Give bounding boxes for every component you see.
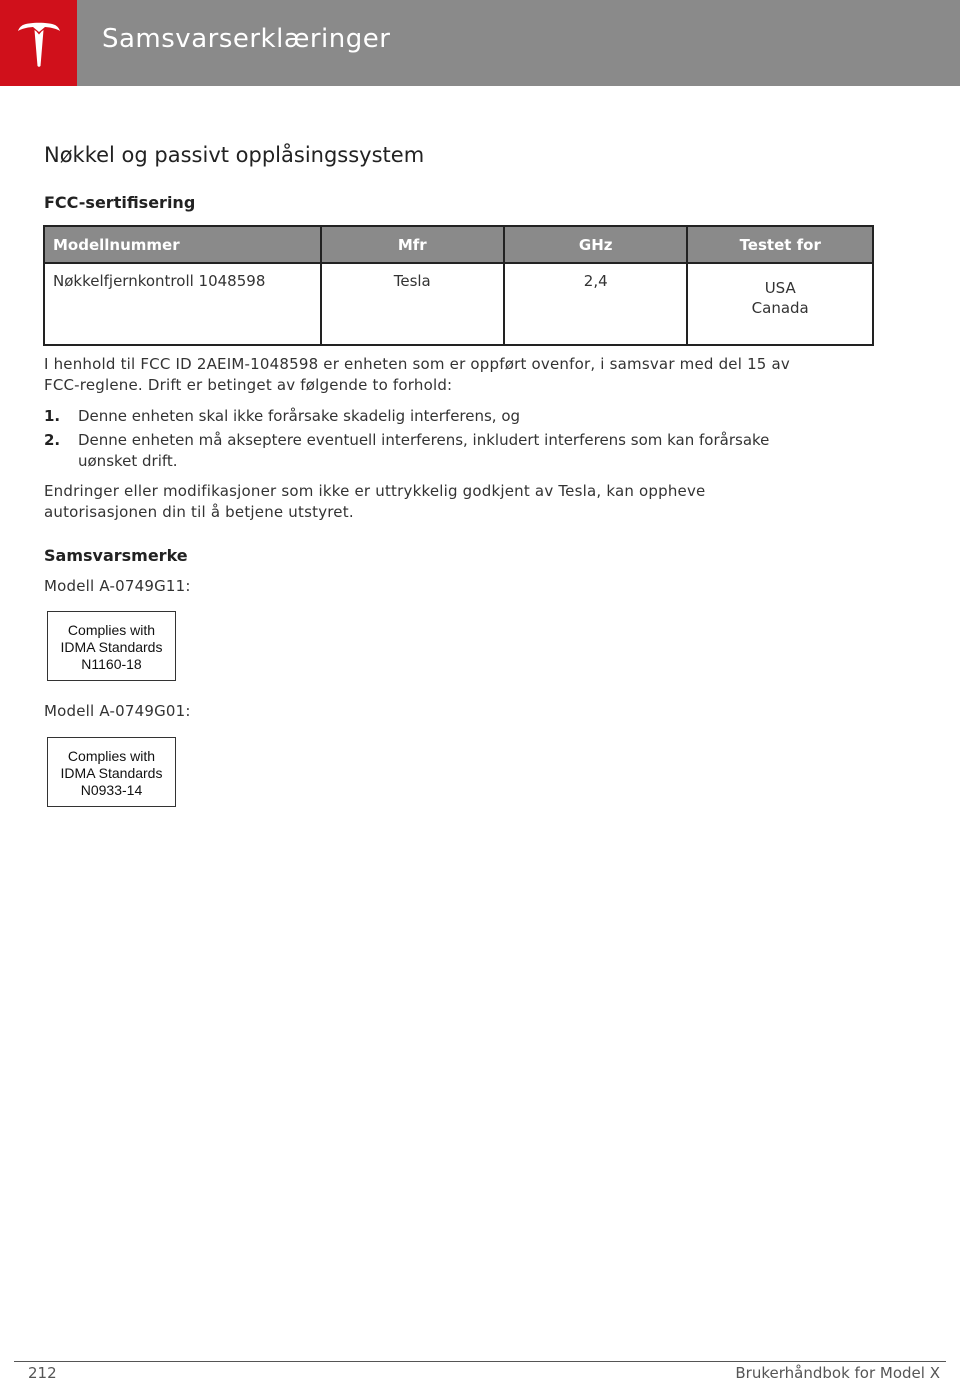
fcc-paragraph: [44, 354, 874, 396]
list-number: 2.: [44, 431, 61, 449]
cell-model: Nøkkelfjernkontroll 1048598: [44, 263, 321, 345]
model-1-label: Modell A-0749G11:: [44, 577, 191, 595]
list-item: [44, 406, 874, 427]
table-row: [44, 263, 873, 345]
mark-line: IDMA Standards: [60, 639, 163, 655]
paragraph-line: Endringer eller modifikasjoner som ikke er uttrykkelig godkjent av Tesla, kan oppheve: [44, 482, 706, 500]
compliance-mark-1: [47, 611, 176, 681]
logo-container: [0, 0, 77, 86]
list-text-line: uønsket drift.: [78, 452, 178, 470]
paragraph-line: autorisasjonen din til å betjene utstyret.: [44, 503, 354, 521]
header-ghz: GHz: [504, 226, 687, 263]
mark-line: Complies with: [67, 748, 156, 764]
page-number: 212: [28, 1364, 57, 1382]
list-item: [44, 430, 874, 472]
list-text-line: Denne enheten må akseptere eventuell interferens, inkludert interferens som kan forårsake: [78, 431, 770, 449]
tesla-logo-icon: [16, 18, 62, 68]
header-tested-for: Testet for: [687, 226, 873, 263]
modification-paragraph: [44, 481, 874, 523]
mark-line: Complies with: [67, 622, 156, 638]
header-model-number: Modellnummer: [44, 226, 321, 263]
table-header-row: [44, 226, 873, 263]
header-mfr: Mfr: [321, 226, 504, 263]
list-text: Denne enheten skal ikke forårsake skadelig interferens, og: [78, 407, 521, 425]
cell-mfr: Tesla: [321, 263, 504, 345]
fcc-certification-table: [43, 225, 874, 346]
manual-title: Brukerhåndbok for Model X: [735, 1364, 940, 1382]
cell-tested-for: [687, 263, 873, 345]
mark-line: N0933-14: [80, 782, 143, 798]
tested-country-1: USA: [764, 279, 796, 297]
mark-line: N1160-18: [81, 656, 142, 672]
list-text: [78, 430, 868, 472]
header-title: Samsvarserklæringer: [102, 24, 391, 54]
cell-ghz: 2,4: [504, 263, 687, 345]
footer-divider: [14, 1361, 946, 1362]
compliance-mark-2: [47, 737, 176, 807]
paragraph-line: I henhold til FCC ID 2AEIM-1048598 er enheten som er oppført ovenfor, i samsvar med del 15 av: [44, 355, 790, 373]
model-2-label: Modell A-0749G01:: [44, 702, 191, 720]
tested-country-2: Canada: [751, 299, 809, 317]
page-header: [0, 0, 960, 86]
paragraph-line: FCC-reglene. Drift er betinget av følgende to forhold:: [44, 376, 453, 394]
mark-line: IDMA Standards: [60, 765, 163, 781]
list-number: 1.: [44, 407, 61, 425]
section-subtitle: FCC-sertifisering: [44, 193, 196, 212]
section-title: Nøkkel og passivt opplåsingssystem: [44, 143, 425, 167]
samsvarsmerke-title: Samsvarsmerke: [44, 546, 188, 565]
